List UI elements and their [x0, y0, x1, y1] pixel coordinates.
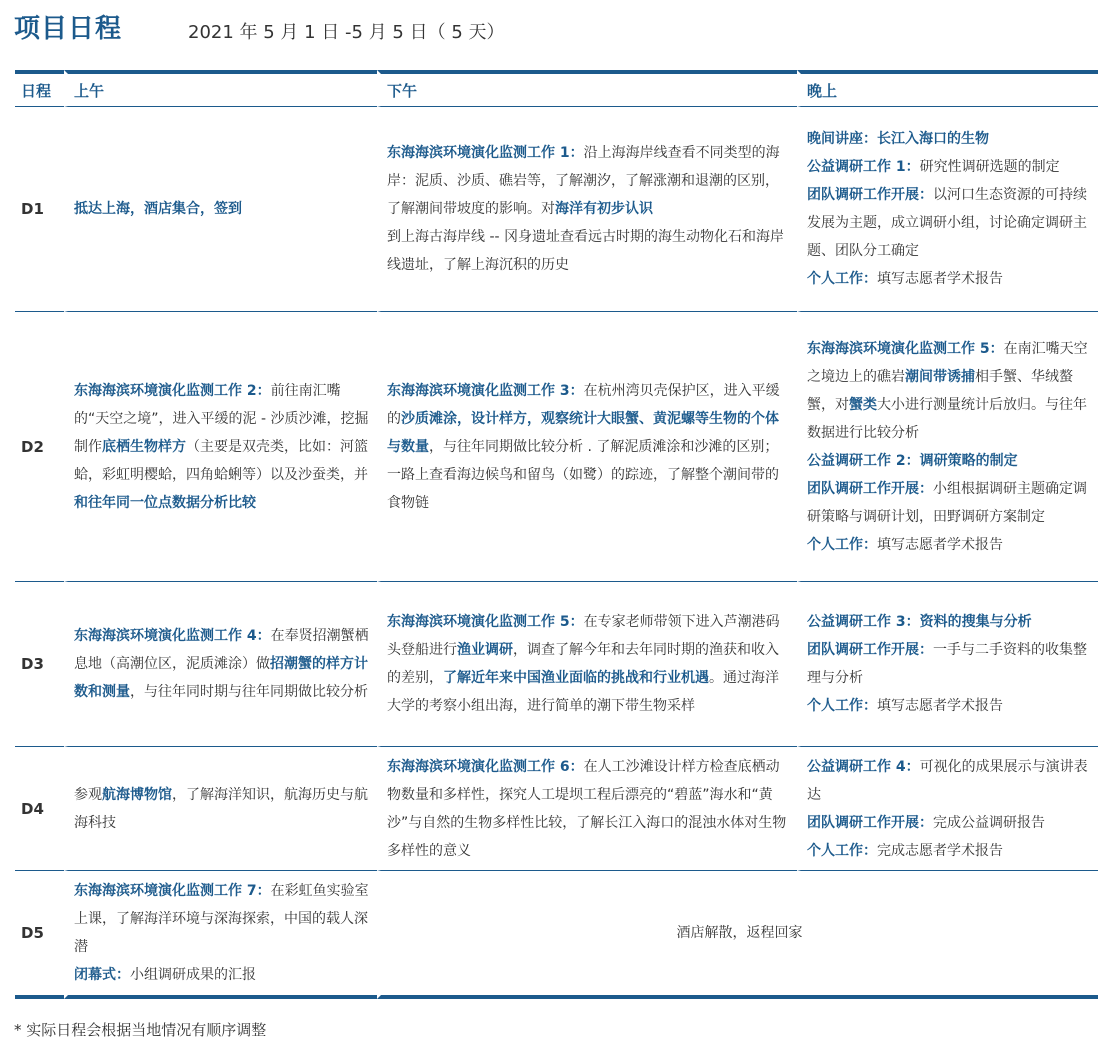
- day-label: D1: [15, 107, 64, 312]
- body-text: 在杭州湾贝壳保护区，进入平缓的: [387, 382, 780, 427]
- body-text: 完成志愿者学术报告: [877, 842, 1003, 859]
- highlight-text: 东海海滨环境演化监测工作 6：: [387, 758, 584, 775]
- highlight-text: 公益调研工作 3：资料的搜集与分析: [807, 614, 1032, 630]
- page-title: 项目日程: [14, 14, 123, 44]
- table-row: [15, 871, 1098, 999]
- afternoon-evening-cell: 酒店解散，返程回家: [377, 871, 1098, 999]
- highlight-text: 东海海滨环境演化监测工作 1：: [387, 145, 584, 161]
- highlight-text: 东海海滨环境演化监测工作 7：: [74, 883, 271, 899]
- morning-cell: [64, 582, 377, 747]
- highlight-text: 晚间讲座：长江入海口的生物: [807, 131, 989, 147]
- highlight-text: 个人工作：: [807, 271, 877, 287]
- highlight-text: 公益调研工作 1：: [807, 159, 920, 175]
- highlight-text: 海洋有初步认识: [555, 201, 653, 217]
- highlight-text: 东海海滨环境演化监测工作 5：: [387, 614, 584, 630]
- day-label: D5: [15, 871, 64, 999]
- highlight-text: 抵达上海，酒店集合，签到: [74, 201, 242, 217]
- morning-cell: [64, 871, 377, 999]
- body-text: 研究性调研选题的制定: [919, 159, 1060, 175]
- highlight-text: 航海博物馆: [102, 786, 172, 803]
- body-text: 填写志愿者学术报告: [877, 698, 1003, 714]
- date-range: 2021 年 5 月 1 日 -5 月 5 日（ 5 天）: [188, 22, 505, 43]
- body-text: 一手与二手资料的收集整理与分析: [807, 642, 1087, 686]
- highlight-text: 个人工作：: [807, 536, 877, 553]
- body-text: 可视化的成果展示与演讲表达: [807, 758, 1088, 803]
- day-label: D3: [15, 582, 64, 747]
- body-text: 到上海古海岸线 -- 冈身遗址查看远古时期的海生动物化石和海岸线遗址，了解上海沉积的历史: [387, 229, 785, 273]
- highlight-text: 和往年同一位点数据分析比较: [74, 494, 256, 511]
- body-text: ，与往年同期做比较分析 . 了解泥质滩涂和沙滩的区别；一路上查看海边候鸟和留鸟（如鹭）的踪迹，了解整个潮间带的食物链: [387, 438, 779, 511]
- highlight-text: 蟹类: [849, 396, 877, 413]
- body-text: 大小进行测量统计后放归。与往年数据进行比较分析: [807, 396, 1087, 441]
- highlight-text: 东海海滨环境演化监测工作 2：: [74, 382, 271, 399]
- highlight-text: 个人工作：: [807, 842, 877, 859]
- highlight-text: 东海海滨环境演化监测工作 5：: [807, 340, 1004, 357]
- body-text: 在专家老师带领下进入芦潮港码头登船进行: [387, 614, 780, 658]
- body-text: 在奉贤招潮蟹栖息地（高潮位区，泥质滩涂）做: [74, 628, 369, 672]
- body-text: 小组根据调研主题确定调研策略与调研计划，田野调研方案制定: [807, 480, 1087, 525]
- body-text: （主要是双壳类，比如：河篮蛤，彩虹明樱蛤，四角蛤蜊等）以及沙蚕类，并: [74, 438, 368, 483]
- footnote: * 实际日程会根据当地情况有顺序调整: [14, 1021, 267, 1039]
- highlight-text: 团队调研工作开展：: [807, 480, 933, 497]
- highlight-text: 沙质滩涂，设计样方，观察统计大眼蟹、黄泥螺等生物的个体与数量: [387, 410, 779, 455]
- table-row: [15, 747, 1098, 871]
- highlight-text: 闭幕式：: [74, 967, 130, 983]
- highlight-text: 团队调研工作开展：: [807, 814, 933, 831]
- body-text: 小组调研成果的汇报: [130, 967, 256, 983]
- highlight-text: 潮间带诱捕: [905, 368, 975, 385]
- body-text: 填写志愿者学术报告: [877, 271, 1003, 287]
- body-text: 参观: [74, 786, 102, 803]
- afternoon-cell: [377, 747, 797, 871]
- body-text: 在南汇嘴天空之境边上的礁岩: [807, 340, 1088, 385]
- col-header-afternoon: 下午: [377, 70, 797, 107]
- body-text: 在人工沙滩设计样方检查底栖动物数量和多样性，探究人工堤坝工程后漂亮的“碧蓝”海水和“黄沙”与自然的生物多样性比较，了解长江入海口的混浊水体对生物多样性的意义: [387, 758, 787, 859]
- table-row: [15, 107, 1098, 312]
- morning-cell: [64, 312, 377, 582]
- body-text: 以河口生态资源的可持续发展为主题，成立调研小组，讨论确定调研主题、团队分工确定: [807, 187, 1087, 259]
- highlight-text: 公益调研工作 2：调研策略的制定: [807, 452, 1018, 469]
- body-text: 填写志愿者学术报告: [877, 536, 1003, 553]
- body-text: 前往南汇嘴的“天空之境”，进入平缓的泥 - 沙质沙滩，挖掘制作: [74, 382, 369, 455]
- highlight-text: 了解近年来中国渔业面临的挑战和行业机遇: [443, 670, 709, 686]
- afternoon-cell: [377, 582, 797, 747]
- body-text: 。通过海洋大学的考察小组出海，进行简单的潮下带生物采样: [387, 670, 779, 714]
- body-text: 相手蟹、华绒螯蟹，对: [807, 368, 1073, 413]
- afternoon-cell: [377, 107, 797, 312]
- table-row: [15, 312, 1098, 582]
- highlight-text: 团队调研工作开展：: [807, 642, 933, 658]
- afternoon-cell: [377, 312, 797, 582]
- body-text: 在彩虹鱼实验室上课，了解海洋环境与深海探索，中国的载人深潜: [74, 883, 369, 955]
- col-header-morning: 上午: [64, 70, 377, 107]
- col-header-evening: 晚上: [797, 70, 1098, 107]
- body-text: ，与往年同时期与往年同期做比较分析: [130, 684, 368, 700]
- body-text: ，了解海洋知识，航海历史与航海科技: [74, 786, 368, 831]
- highlight-text: 团队调研工作开展：: [807, 187, 933, 203]
- highlight-text: 公益调研工作 4：: [807, 758, 920, 775]
- highlight-text: 东海海滨环境演化监测工作 3：: [387, 382, 584, 399]
- body-text: ，调查了解今年和去年同时期的渔获和收入的差别，: [387, 642, 779, 686]
- table-row: [15, 582, 1098, 747]
- body-text: 沿上海海岸线查看不同类型的海岸：泥质、沙质、礁岩等，了解潮汐，了解涨潮和退潮的区别，了解潮间带坡度的影响。对: [387, 145, 780, 217]
- evening-cell: [797, 582, 1098, 747]
- body-text: 完成公益调研报告: [933, 814, 1045, 831]
- evening-cell: [797, 107, 1098, 312]
- morning-cell: [64, 107, 377, 312]
- table-header-row: [15, 70, 1098, 107]
- morning-cell: [64, 747, 377, 871]
- col-header-day: 日程: [15, 70, 64, 107]
- evening-cell: [797, 312, 1098, 582]
- highlight-text: 招潮蟹的样方计数和测量: [74, 656, 368, 700]
- highlight-text: 底栖生物样方: [102, 438, 186, 455]
- evening-cell: [797, 747, 1098, 871]
- highlight-text: 个人工作：: [807, 698, 877, 714]
- day-label: D2: [15, 312, 64, 582]
- highlight-text: 渔业调研: [457, 642, 513, 658]
- day-label: D4: [15, 747, 64, 871]
- highlight-text: 东海海滨环境演化监测工作 4：: [74, 628, 271, 644]
- schedule-table: [15, 70, 1098, 999]
